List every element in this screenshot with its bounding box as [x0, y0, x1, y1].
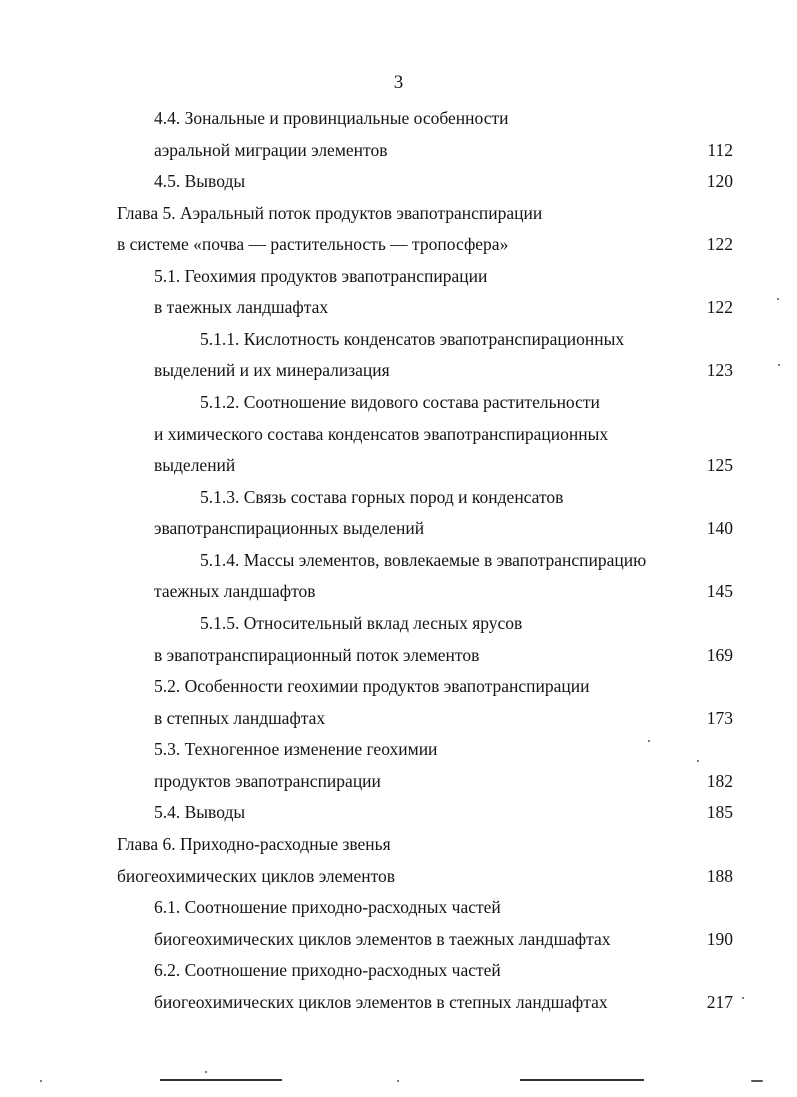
- scan-speck: [751, 1080, 763, 1082]
- scan-speck: [648, 740, 650, 742]
- toc-subentry-text: 5.1.5. Относительный вклад лесных ярусов: [200, 613, 523, 633]
- toc-entry-text: 5.1. Геохимия продуктов эвапотранспирации: [154, 266, 488, 286]
- toc-entry-text: 5.4. Выводы: [154, 802, 246, 822]
- toc-subentry-text: и химического состава конденсатов эвапотранспирационных: [154, 424, 609, 444]
- toc-subentry-text: 5.1.4. Массы элементов, вовлекаемые в эвапотранспирацию: [200, 550, 647, 570]
- toc-page-number: 188: [706, 866, 733, 886]
- toc-page-number: 122: [706, 297, 733, 317]
- toc-subentry-text: 5.1.3. Связь состава горных пород и конденсатов: [200, 487, 564, 507]
- toc-page-number: 125: [706, 455, 733, 475]
- toc-entry-text: в степных ландшафтах: [154, 708, 326, 728]
- toc-subentry-text: выделений: [154, 455, 236, 475]
- toc-entry-text: продуктов эвапотранспирации: [154, 771, 381, 791]
- scan-speck: [742, 997, 744, 999]
- toc-entry-text: биогеохимических циклов элементов в степных ландшафтах: [154, 992, 608, 1012]
- toc-entry-text: 5.2. Особенности геохимии продуктов эвапотранспирации: [154, 676, 590, 696]
- toc-subentry-text: выделений и их минерализация: [154, 360, 390, 380]
- scan-speck: [397, 1080, 399, 1082]
- scan-line-left: [160, 1079, 282, 1081]
- toc-chapter-text: Глава 6. Приходно-расходные звенья: [117, 834, 391, 854]
- scan-speck: [777, 298, 779, 300]
- toc-subentry-text: 5.1.2. Соотношение видового состава растительности: [200, 392, 600, 412]
- toc-entry-text: 4.4. Зональные и провинциальные особенности: [154, 108, 509, 128]
- toc-page-number: 122: [706, 234, 733, 254]
- toc-page-number: 140: [706, 518, 733, 538]
- page-number: 3: [393, 72, 404, 93]
- scan-speck: [205, 1071, 207, 1073]
- toc-page-number: 169: [706, 645, 733, 665]
- toc-page-number: 112: [707, 140, 733, 160]
- toc-chapter-text: Глава 5. Аэральный поток продуктов эвапотранспирации: [117, 203, 543, 223]
- toc-entry-text: 6.2. Соотношение приходно-расходных частей: [154, 960, 501, 980]
- toc-entry-text: 4.5. Выводы: [154, 171, 246, 191]
- scan-speck: [40, 1080, 42, 1082]
- toc-subentry-text: 5.1.1. Кислотность конденсатов эвапотранспирационных: [200, 329, 625, 349]
- toc-page-number: 217: [706, 992, 733, 1012]
- toc-page-number: 120: [706, 171, 733, 191]
- toc-entry-text: биогеохимических циклов элементов в таежных ландшафтах: [154, 929, 611, 949]
- toc-entry-text: 6.1. Соотношение приходно-расходных частей: [154, 897, 501, 917]
- toc-page-number: 173: [706, 708, 733, 728]
- toc-subentry-text: в эвапотранспирационный поток элементов: [154, 645, 480, 665]
- scan-speck: [778, 364, 780, 366]
- toc-page-number: 190: [706, 929, 733, 949]
- toc-chapter-text: в системе «почва — растительность — тропосфера»: [117, 234, 509, 254]
- scan-line-right: [520, 1079, 644, 1081]
- toc-page-number: 123: [706, 360, 733, 380]
- scan-speck: [697, 760, 699, 762]
- toc-chapter-text: биогеохимических циклов элементов: [117, 866, 396, 886]
- toc-subentry-text: таежных ландшафтов: [154, 581, 316, 601]
- toc-subentry-text: эвапотранспирационных выделений: [154, 518, 425, 538]
- toc-page-number: 182: [706, 771, 733, 791]
- toc-page-number: 145: [706, 581, 733, 601]
- toc-entry-text: 5.3. Техногенное изменение геохимии: [154, 739, 438, 759]
- toc-entry-text: аэральной миграции элементов: [154, 140, 388, 160]
- toc-entry-text: в таежных ландшафтах: [154, 297, 329, 317]
- toc-page-number: 185: [706, 802, 733, 822]
